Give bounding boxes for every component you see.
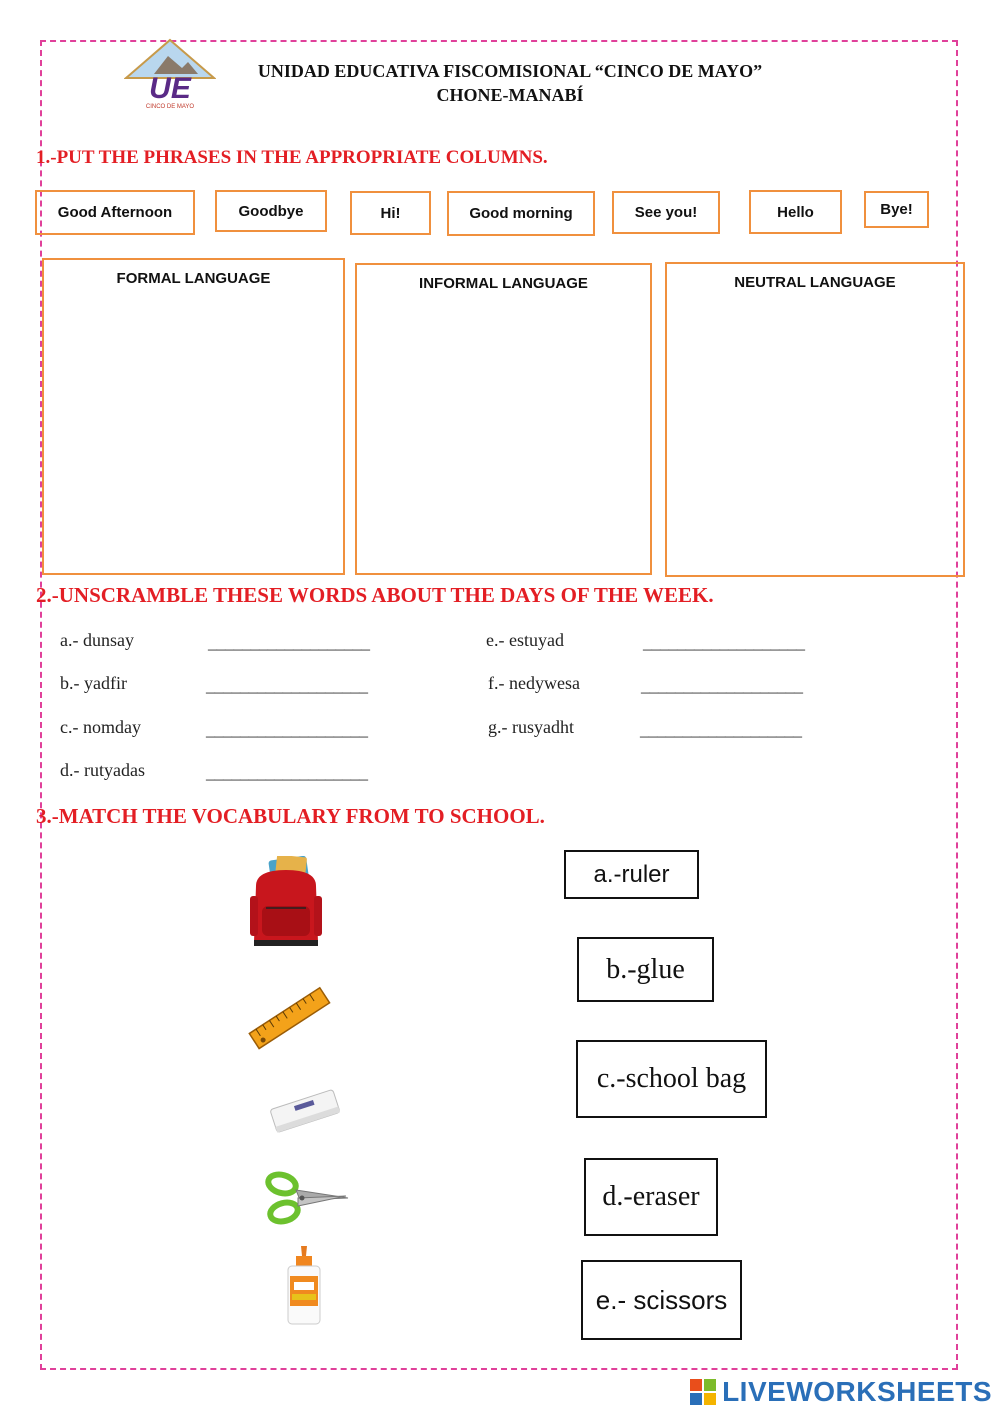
column-title: NEUTRAL LANGUAGE	[734, 274, 896, 291]
vocabulary-box[interactable]: c.-school bag	[576, 1040, 767, 1118]
phrase-chip[interactable]: Hello	[749, 190, 842, 234]
column-title: INFORMAL LANGUAGE	[419, 275, 588, 292]
answer-blank[interactable]: ___________________	[641, 675, 803, 695]
phrase-chip[interactable]: See you!	[612, 191, 720, 234]
neutral-language-column[interactable]	[665, 262, 965, 577]
answer-blank[interactable]: ___________________	[208, 632, 370, 652]
school-bag-icon[interactable]	[246, 856, 326, 948]
column-title: FORMAL LANGUAGE	[116, 270, 271, 287]
school-location: CHONE-MANABÍ	[436, 85, 584, 105]
footer-branding	[690, 1376, 992, 1408]
phrase-chip[interactable]: Good Afternoon	[35, 190, 195, 235]
section2-title: 2.-UNSCRAMBLE THESE WORDS ABOUT THE DAYS OF THE WEEK.	[36, 583, 714, 607]
vocabulary-box[interactable]: d.-eraser	[584, 1158, 718, 1236]
glue-icon[interactable]	[284, 1246, 324, 1326]
page-frame	[40, 40, 958, 1370]
informal-language-column[interactable]	[355, 263, 652, 575]
vocabulary-box[interactable]: e.- scissors	[581, 1260, 742, 1340]
svg-text:UE: UE	[149, 72, 191, 105]
eraser-icon[interactable]	[266, 1085, 344, 1137]
scrambled-word: d.- rutyadas	[60, 760, 145, 780]
scrambled-word: c.- nomday	[60, 717, 141, 737]
answer-blank[interactable]: ___________________	[643, 632, 805, 652]
phrase-chip[interactable]: Bye!	[864, 191, 929, 228]
section3-title: 3.-MATCH THE VOCABULARY FROM TO SCHOOL.	[36, 804, 545, 828]
vocabulary-box[interactable]: a.-ruler	[564, 850, 699, 899]
answer-blank[interactable]: ___________________	[640, 719, 802, 739]
answer-blank[interactable]: ___________________	[206, 719, 368, 739]
liveworksheets-logo-icon	[690, 1379, 716, 1405]
brand-name[interactable]: LIVEWORKSHEETS	[722, 1376, 992, 1407]
scrambled-word: f.- nedywesa	[488, 673, 580, 693]
answer-blank[interactable]: ___________________	[206, 675, 368, 695]
answer-blank[interactable]: ___________________	[206, 762, 368, 782]
scrambled-word: b.- yadfir	[60, 673, 127, 693]
formal-language-column[interactable]	[42, 258, 345, 575]
scissors-icon[interactable]	[264, 1168, 350, 1228]
school-name: UNIDAD EDUCATIVA FISCOMISIONAL “CINCO DE MAYO”	[257, 61, 763, 81]
phrase-chip[interactable]: Good morning	[447, 191, 595, 236]
vocabulary-box[interactable]: b.-glue	[577, 937, 714, 1002]
ruler-icon[interactable]	[248, 985, 332, 1053]
section1-title: 1.-PUT THE PHRASES IN THE APPROPRIATE COLUMNS.	[36, 147, 548, 168]
scrambled-word: e.- estuyad	[486, 630, 564, 650]
scrambled-word: a.- dunsay	[60, 630, 134, 650]
svg-text:CINCO DE MAYO: CINCO DE MAYO	[145, 104, 195, 110]
phrase-chip[interactable]: Goodbye	[215, 190, 327, 232]
scrambled-word: g.- rusyadht	[488, 717, 574, 737]
phrase-chip[interactable]: Hi!	[350, 191, 431, 235]
